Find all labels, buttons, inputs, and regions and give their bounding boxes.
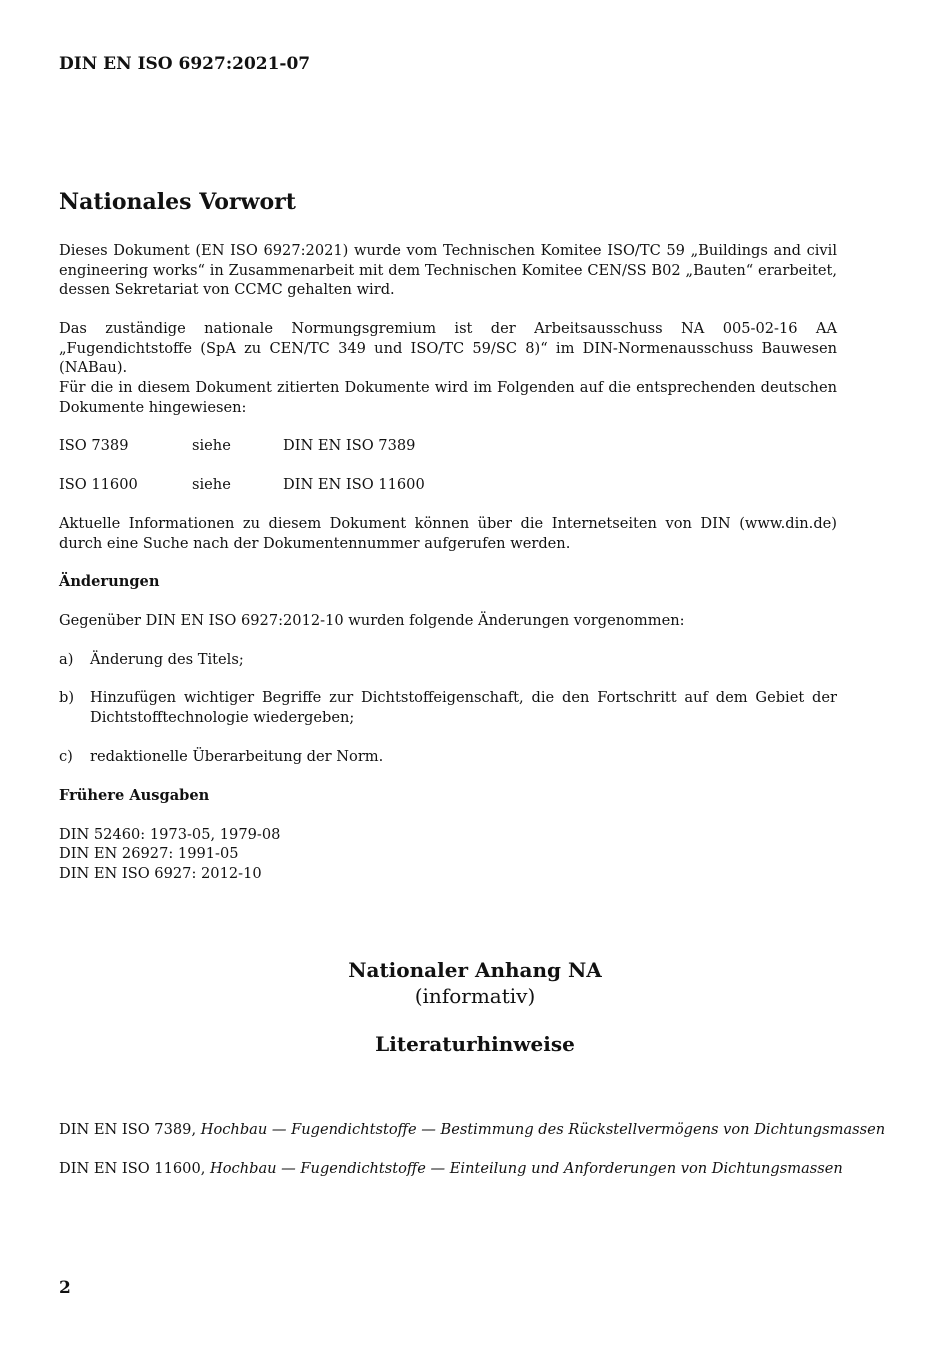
foreword-paragraph-2: Das zuständige nationale Normungsgremium ist der Arbeitsausschuss NA 005-02-16 AA „Fugendichtstoffe (SpA zu CEN/TC 349 und ISO/TC 59/SC 8)“ im DIN-Normenausschuss Bauwesen (NABau). <box>59 320 837 376</box>
foreword-paragraph-1: Dieses Dokument (EN ISO 6927:2021) wurde vom Technischen Komitee ISO/TC 59 „Buildings and civil engineering works“ in Zusammenarbeit mit dem Technischen Komitee CEN/SS B02 „Bauten“ erarbeitet, dessen Sekretariat von CCMC gehalten wird. <box>59 242 837 298</box>
reference-din: DIN EN ISO 7389 <box>283 437 416 454</box>
bibliography-title: Literaturhinweise <box>375 1032 575 1056</box>
reference-din: DIN EN ISO 11600 <box>283 476 425 493</box>
changes-heading: Änderungen <box>59 573 160 590</box>
list-item <box>59 747 837 767</box>
foreword-paragraph-4: Aktuelle Informationen zu diesem Dokument können über die Internetseiten von DIN (www.din.de) durch eine Suche nach der Dokumentennummer aufgerufen werden. <box>59 515 837 552</box>
bibliography-id: DIN EN ISO 11600, <box>59 1160 206 1177</box>
foreword-paragraph-3: Für die in diesem Dokument zitierten Dokumente wird im Folgenden auf die entsprechenden deutschen Dokumente hingewiesen: <box>59 379 837 416</box>
list-text: Hinzufügen wichtiger Begriffe zur Dichtstoffeigenschaft, die den Fortschritt auf dem Gebiet der Dichtstofftechnologie wiedergeben; <box>90 689 837 726</box>
bibliography-id: DIN EN ISO 7389, <box>59 1121 197 1138</box>
document-id-header: DIN EN ISO 6927:2021-07 <box>59 54 311 74</box>
reference-see: siehe <box>192 476 231 493</box>
changes-intro: Gegenüber DIN EN ISO 6927:2012-10 wurden folgende Änderungen vorgenommen: <box>59 612 685 629</box>
previous-edition-line: DIN EN 26927: 1991-05 <box>59 845 239 862</box>
list-item <box>59 688 837 728</box>
previous-edition-line: DIN EN ISO 6927: 2012-10 <box>59 865 262 882</box>
list-text: Änderung des Titels; <box>90 651 244 668</box>
bibliography-title-text: Hochbau — Fugendichtstoffe — Einteilung und Anforderungen von Dichtungsmassen <box>210 1160 843 1177</box>
list-marker: b) <box>59 689 75 706</box>
list-text: redaktionelle Überarbeitung der Norm. <box>90 748 384 765</box>
reference-iso: ISO 7389 <box>59 437 129 454</box>
previous-editions-heading: Frühere Ausgaben <box>59 787 210 804</box>
page-number: 2 <box>59 1278 71 1298</box>
annex-title: Nationaler Anhang NA <box>348 958 602 982</box>
list-marker: a) <box>59 651 74 668</box>
bibliography-entry <box>59 1120 886 1140</box>
list-item <box>59 650 837 670</box>
previous-edition-line: DIN 52460: 1973-05, 1979-08 <box>59 826 281 843</box>
list-marker: c) <box>59 748 73 765</box>
annex-subtitle: (informativ) <box>414 984 536 1008</box>
reference-see: siehe <box>192 437 231 454</box>
reference-iso: ISO 11600 <box>59 476 138 493</box>
foreword-title: Nationales Vorwort <box>59 189 296 215</box>
bibliography-entry <box>59 1159 879 1179</box>
bibliography-title-text: Hochbau — Fugendichtstoffe — Bestimmung des Rückstellvermögens von Dichtungsmassen <box>200 1121 886 1138</box>
